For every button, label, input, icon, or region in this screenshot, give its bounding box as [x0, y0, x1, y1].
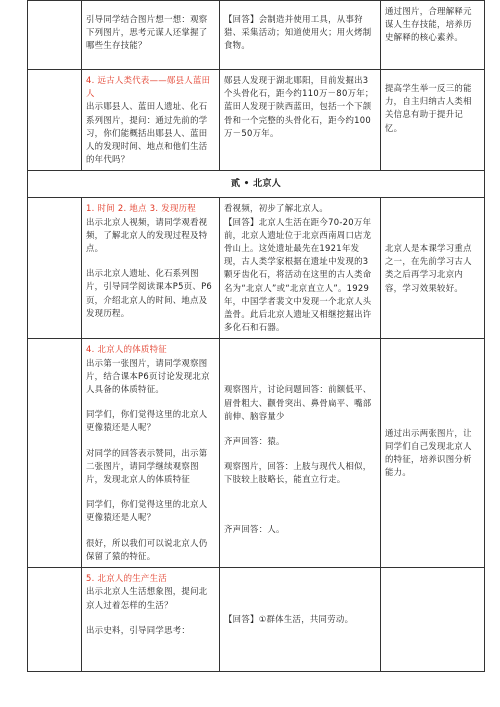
- teacher-text: 同学们，你们觉得这里的北京人更像猿还是人呢？: [86, 409, 208, 433]
- purpose-cell: [381, 198, 485, 339]
- purpose-cell: [381, 1, 485, 70]
- purpose-cell: [381, 339, 485, 568]
- teacher-text: 对同学的回答表示赞同，出示第二张图片，请同学继续观察图片，发现北京人的体质特征: [86, 447, 208, 485]
- teacher-text: 出示北京人视频，请同学观看视频，了解北京人的发现过程及特点。: [86, 216, 208, 254]
- purpose-cell: [381, 568, 485, 672]
- purpose-text: 通过图片，合理解释元谋人生存技能，培养历史解释的核心素养。: [385, 6, 472, 43]
- teacher-text: 出示北京人生活想象图，提问北京人过着怎样的生活？: [86, 586, 208, 610]
- teacher-text: 出示第一张图片，请同学观察图片，结合课本P6页讨论发现北京人具备的体质特征。: [86, 357, 210, 395]
- section-heading-red: 4. 远古人类代表——郧县人蓝田人: [86, 75, 211, 99]
- table-row: [28, 1, 485, 70]
- student-activity-cell: [220, 198, 381, 339]
- teacher-text: 出示北京人遗址、化石系列图片，引导同学阅读课本P5页、P6页，介绍北京人的时间、地点及发现历程。: [86, 268, 213, 318]
- purpose-text: 提高学生举一反三的能力，自主归纳古人类相关信息有助于提升记忆。: [385, 83, 472, 133]
- teacher-text: 出示史料，引导同学思考：: [86, 624, 191, 635]
- stage-cell: [28, 1, 82, 70]
- student-text: 齐声回答：猿。: [224, 436, 285, 447]
- teacher-activity-cell: [82, 70, 220, 171]
- student-activity-cell: [220, 568, 381, 672]
- teacher-activity-cell: [82, 339, 220, 568]
- student-activity-cell: [220, 70, 381, 171]
- teacher-text: 同学们，你们觉得这里的北京人更像猿还是人呢？: [86, 499, 208, 523]
- table-row: [28, 198, 485, 339]
- teacher-text: 很好，所以我们可以说北京人仍保留了猿的特征。: [86, 537, 208, 561]
- student-text: 观察图片，回答：上肢与现代人相似，下肢较上肢略长，能直立行走。: [224, 461, 372, 485]
- table-row: [28, 339, 485, 568]
- student-activity-cell: [220, 339, 381, 568]
- lesson-plan-table: [27, 0, 485, 672]
- section-header-row: [28, 171, 485, 198]
- teacher-activity-cell: [82, 198, 220, 339]
- purpose-cell: [381, 70, 485, 171]
- teacher-text: 引导同学结合图片想一想：观察下列图片，思考元谋人还掌握了哪些生存技能？: [86, 14, 208, 51]
- purpose-text: 通过出示两张图片，让同学们自己发现北京人的特征，培养识图分析能力。: [385, 427, 472, 478]
- student-text: 看视频，初步了解北京人。: [224, 203, 329, 214]
- student-text: 【回答】会制造并使用工具，从事狩猎、采集活动；知道使用火；用火烤制食物。: [224, 14, 372, 51]
- stage-cell: [28, 70, 82, 171]
- section-heading-red: 1. 时间 2. 地点 3. 发现历程: [86, 203, 196, 214]
- student-text: 郧县人发现于湖北郧阳，目前发掘出3个头骨化石，距今约110万－80万年；蓝田人发现于陕西蓝田，包括一个下颌骨和一个完整的头骨化石，距今约100万－50万年。: [224, 75, 374, 138]
- student-text: 【回答】北京人生活在距今70-20万年前，北京人遗址位于北京西南周口店龙骨山上。这处遗址最先在1921年发现，古人类学家根据在遗址中发现的3颗牙齿化石，将活动在这里的古人类命名为“北京人”或“北京直立人”。1929年，中国学者裴文中发现一个北京人头盖骨。此后北京人遗址又相继挖掘出许多化石和石器。: [224, 216, 372, 333]
- student-text: 齐声回答：人。: [224, 523, 285, 534]
- stage-cell: [28, 568, 82, 672]
- teacher-text: 出示郧县人、蓝田人遗址、化石系列图片，提问：通过先前的学习，你们能概括出郧县人、蓝田人的发现时间、地点和他们生活的年代吗？: [86, 101, 208, 165]
- stage-cell: [28, 198, 82, 339]
- lesson-plan-table-container: [27, 0, 484, 707]
- teacher-activity-cell: [82, 568, 220, 672]
- section-title: 贰 • 北京人: [28, 171, 485, 198]
- table-row: [28, 70, 485, 171]
- stage-cell: [28, 339, 82, 568]
- table-row: [28, 568, 485, 672]
- section-heading-red: 4. 北京人的体质特征: [86, 344, 167, 355]
- teacher-activity-cell: [82, 1, 220, 70]
- section-heading-red: 5. 北京人的生产生活: [86, 573, 167, 584]
- student-activity-cell: [220, 1, 381, 70]
- student-text: 【回答】①群体生活，共同劳动。: [224, 613, 354, 624]
- purpose-text: 北京人是本课学习重点之一，在先前学习古人类之后再学习北京内容，学习效果较好。: [385, 243, 472, 293]
- student-text: 观察图片，讨论问题回答：前额低平、眉骨粗大、颧骨突出、鼻骨扁平、嘴部前伸、脑容量少: [224, 384, 372, 421]
